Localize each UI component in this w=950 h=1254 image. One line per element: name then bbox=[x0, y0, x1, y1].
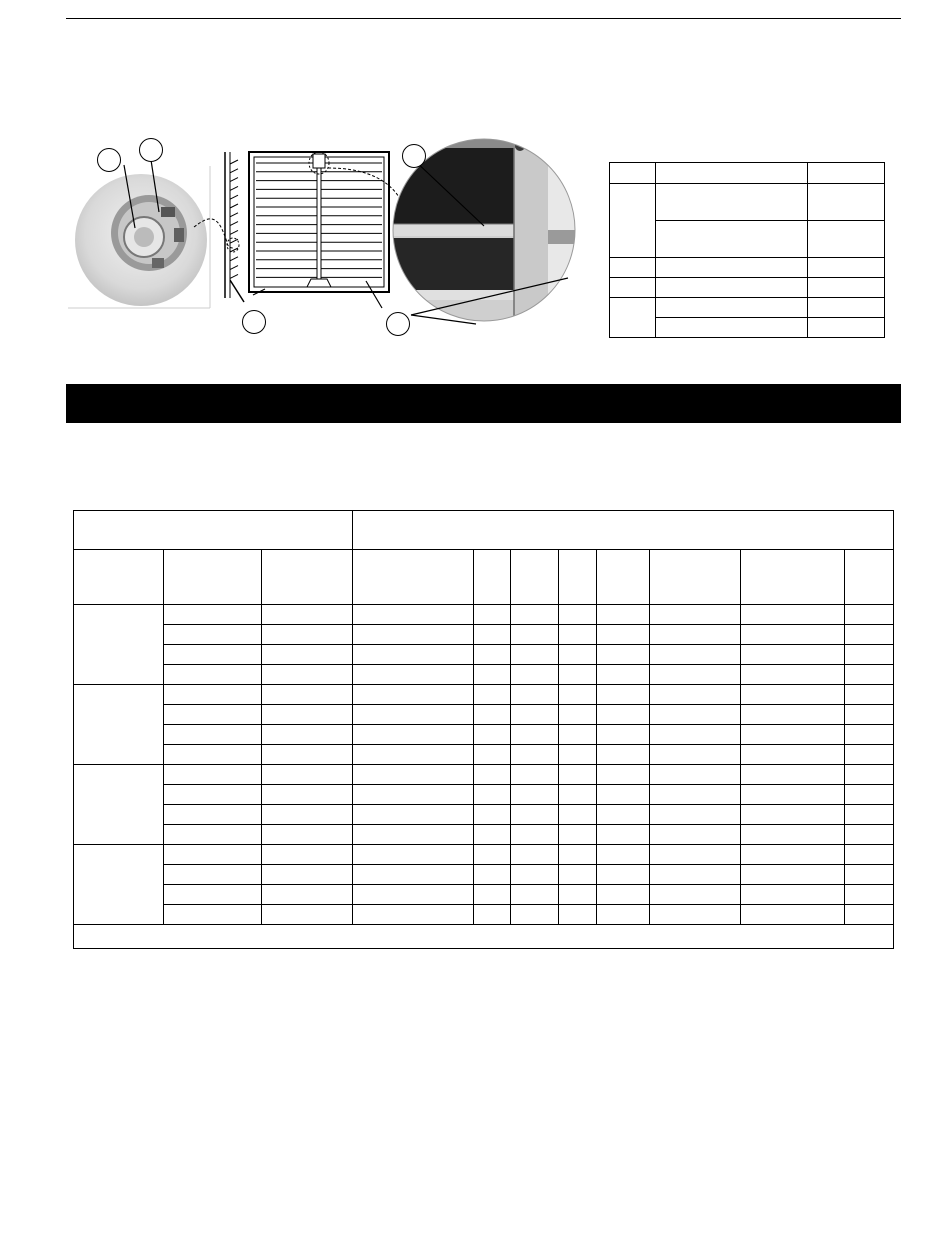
table-cell bbox=[559, 605, 597, 625]
table-cell bbox=[845, 665, 894, 685]
table-cell bbox=[262, 745, 353, 765]
table-cell bbox=[741, 625, 845, 645]
table-cell bbox=[511, 625, 559, 645]
table-row bbox=[74, 885, 894, 905]
louver-slat-profile bbox=[230, 204, 238, 208]
table-cell bbox=[511, 865, 559, 885]
header-rule bbox=[66, 18, 901, 19]
legend-cell bbox=[610, 258, 656, 278]
table-cell bbox=[597, 885, 650, 905]
legend-cell bbox=[656, 221, 808, 258]
table-cell bbox=[353, 705, 474, 725]
callout-1 bbox=[97, 148, 121, 172]
table-cell bbox=[597, 665, 650, 685]
table-row bbox=[74, 725, 894, 745]
table-cell bbox=[164, 605, 262, 625]
table-group-header-row bbox=[74, 511, 894, 550]
table-cell bbox=[597, 725, 650, 745]
header-left bbox=[74, 511, 353, 550]
section-title-bar bbox=[66, 384, 901, 423]
table-cell bbox=[262, 725, 353, 745]
legend-row bbox=[610, 184, 885, 221]
table-cell bbox=[474, 865, 511, 885]
table-cell bbox=[559, 805, 597, 825]
table-row bbox=[74, 605, 894, 625]
table-cell bbox=[845, 645, 894, 665]
table-cell bbox=[164, 645, 262, 665]
table-cell bbox=[741, 605, 845, 625]
table-cell bbox=[650, 865, 741, 885]
table-cell bbox=[650, 805, 741, 825]
table-cell bbox=[741, 885, 845, 905]
column-header bbox=[511, 550, 559, 605]
table-cell bbox=[650, 765, 741, 785]
table-row bbox=[74, 625, 894, 645]
louver-slat-profile bbox=[230, 222, 238, 226]
table-cell bbox=[262, 865, 353, 885]
table-cell bbox=[164, 665, 262, 685]
legend-cell bbox=[656, 278, 808, 298]
table-cell bbox=[474, 845, 511, 865]
header-right bbox=[353, 511, 894, 550]
table-cell bbox=[164, 685, 262, 705]
table-cell bbox=[262, 645, 353, 665]
table-cell bbox=[650, 685, 741, 705]
table-cell bbox=[511, 805, 559, 825]
table-cell bbox=[650, 825, 741, 845]
legend-header-row bbox=[610, 163, 885, 184]
table-cell bbox=[262, 605, 353, 625]
table-cell bbox=[741, 725, 845, 745]
table-cell bbox=[741, 705, 845, 725]
legend-cell bbox=[808, 258, 885, 278]
louver-slat-profile bbox=[230, 239, 238, 243]
group-label bbox=[74, 605, 164, 685]
group-label bbox=[74, 765, 164, 845]
table-cell bbox=[650, 745, 741, 765]
legend-cell bbox=[610, 278, 656, 298]
column-header bbox=[845, 550, 894, 605]
table-cell bbox=[474, 705, 511, 725]
table-cell bbox=[164, 845, 262, 865]
table-cell bbox=[353, 845, 474, 865]
table-cell bbox=[559, 785, 597, 805]
table-cell bbox=[511, 645, 559, 665]
table-cell bbox=[650, 645, 741, 665]
table-cell bbox=[511, 905, 559, 925]
table-cell bbox=[511, 785, 559, 805]
table-cell bbox=[474, 725, 511, 745]
callout-2 bbox=[139, 138, 163, 162]
table-cell bbox=[650, 885, 741, 905]
legend-row bbox=[610, 278, 885, 298]
table-cell bbox=[474, 665, 511, 685]
table-cell bbox=[353, 745, 474, 765]
table-cell bbox=[511, 765, 559, 785]
table-cell bbox=[474, 905, 511, 925]
louver-slat-profile bbox=[230, 266, 238, 270]
legend-cell bbox=[808, 278, 885, 298]
table-cell bbox=[353, 865, 474, 885]
table-footnote bbox=[74, 925, 894, 949]
table-cell bbox=[164, 745, 262, 765]
table-cell bbox=[262, 665, 353, 685]
table-cell bbox=[741, 685, 845, 705]
legend-cell bbox=[610, 298, 656, 338]
table-cell bbox=[511, 665, 559, 685]
table-cell bbox=[845, 885, 894, 905]
table-cell bbox=[597, 745, 650, 765]
table-cell bbox=[650, 665, 741, 685]
louver-slat-profile bbox=[230, 213, 238, 217]
table-cell bbox=[741, 785, 845, 805]
table-cell bbox=[164, 865, 262, 885]
legend-row bbox=[610, 258, 885, 278]
legend-cell bbox=[808, 318, 885, 338]
table-cell bbox=[741, 765, 845, 785]
table-cell bbox=[597, 705, 650, 725]
table-cell bbox=[597, 645, 650, 665]
louver-slat-profile bbox=[230, 169, 238, 173]
table-cell bbox=[474, 605, 511, 625]
table-cell bbox=[559, 705, 597, 725]
table-row bbox=[74, 665, 894, 685]
table-cell bbox=[164, 825, 262, 845]
legend-row bbox=[610, 298, 885, 318]
column-header bbox=[741, 550, 845, 605]
table-cell bbox=[262, 885, 353, 905]
table-cell bbox=[650, 905, 741, 925]
table-cell bbox=[164, 725, 262, 745]
group-label bbox=[74, 685, 164, 765]
table-cell bbox=[597, 625, 650, 645]
table-cell bbox=[262, 685, 353, 705]
table-cell bbox=[741, 665, 845, 685]
table-cell bbox=[353, 825, 474, 845]
table-cell bbox=[845, 705, 894, 725]
table-cell bbox=[164, 705, 262, 725]
table-cell bbox=[559, 885, 597, 905]
legend-cell bbox=[808, 221, 885, 258]
table-cell bbox=[559, 685, 597, 705]
table-cell bbox=[353, 725, 474, 745]
table-cell bbox=[650, 725, 741, 745]
column-header bbox=[74, 550, 164, 605]
table-cell bbox=[511, 745, 559, 765]
table-cell bbox=[262, 625, 353, 645]
table-cell bbox=[597, 685, 650, 705]
table-cell bbox=[845, 725, 894, 745]
table-cell bbox=[262, 705, 353, 725]
louver-slat-profile bbox=[230, 230, 238, 234]
table-cell bbox=[559, 845, 597, 865]
legend-cell bbox=[808, 184, 885, 221]
table-cell bbox=[597, 785, 650, 805]
table-cell bbox=[262, 845, 353, 865]
table-cell bbox=[474, 625, 511, 645]
louver-slat-profile bbox=[230, 195, 238, 199]
table-cell bbox=[164, 625, 262, 645]
table-cell bbox=[559, 765, 597, 785]
table-cell bbox=[650, 705, 741, 725]
table-cell bbox=[559, 905, 597, 925]
louver-slat-profile bbox=[230, 178, 238, 182]
table-row bbox=[74, 805, 894, 825]
table-cell bbox=[511, 845, 559, 865]
table-row bbox=[74, 825, 894, 845]
legend-cell bbox=[610, 184, 656, 258]
legend-cell bbox=[808, 163, 885, 184]
table-row bbox=[74, 645, 894, 665]
table-cell bbox=[511, 605, 559, 625]
louver-slat-profile bbox=[230, 274, 238, 278]
table-cell bbox=[845, 845, 894, 865]
table-cell bbox=[597, 905, 650, 925]
table-row bbox=[74, 765, 894, 785]
column-header bbox=[262, 550, 353, 605]
table-row bbox=[74, 745, 894, 765]
table-cell bbox=[262, 905, 353, 925]
table-cell bbox=[845, 785, 894, 805]
table-cell bbox=[741, 805, 845, 825]
table-cell bbox=[559, 665, 597, 685]
column-header bbox=[597, 550, 650, 605]
legend-cell bbox=[656, 258, 808, 278]
table-cell bbox=[511, 685, 559, 705]
table-row bbox=[74, 845, 894, 865]
louver-slat-profile bbox=[230, 257, 238, 261]
table-cell bbox=[262, 765, 353, 785]
table-footnote-row bbox=[74, 925, 894, 949]
table-cell bbox=[559, 865, 597, 885]
table-cell bbox=[474, 825, 511, 845]
table-cell bbox=[559, 745, 597, 765]
table-cell bbox=[353, 765, 474, 785]
column-header bbox=[559, 550, 597, 605]
table-cell bbox=[474, 885, 511, 905]
table-cell bbox=[741, 845, 845, 865]
table-row bbox=[74, 905, 894, 925]
table-cell bbox=[474, 685, 511, 705]
group-label bbox=[74, 845, 164, 925]
table-cell bbox=[650, 785, 741, 805]
table-column-header-row bbox=[74, 550, 894, 605]
table-cell bbox=[597, 605, 650, 625]
table-cell bbox=[650, 605, 741, 625]
column-header bbox=[353, 550, 474, 605]
table-cell bbox=[511, 885, 559, 905]
table-cell bbox=[353, 625, 474, 645]
table-cell bbox=[353, 685, 474, 705]
table-cell bbox=[511, 725, 559, 745]
table-cell bbox=[650, 625, 741, 645]
table-cell bbox=[353, 665, 474, 685]
table-row bbox=[74, 705, 894, 725]
specification-table bbox=[73, 510, 894, 949]
table-cell bbox=[353, 905, 474, 925]
table-cell bbox=[511, 705, 559, 725]
louver-side-view bbox=[225, 152, 244, 302]
table-cell bbox=[511, 825, 559, 845]
table-cell bbox=[741, 645, 845, 665]
legend-cell bbox=[656, 184, 808, 221]
table-cell bbox=[845, 745, 894, 765]
table-cell bbox=[262, 785, 353, 805]
table-cell bbox=[474, 785, 511, 805]
table-cell bbox=[474, 765, 511, 785]
table-cell bbox=[597, 865, 650, 885]
table-cell bbox=[164, 805, 262, 825]
louver-front-view bbox=[249, 152, 389, 308]
table-cell bbox=[597, 805, 650, 825]
column-header bbox=[164, 550, 262, 605]
table-cell bbox=[597, 825, 650, 845]
legend-cell bbox=[656, 318, 808, 338]
table-cell bbox=[741, 905, 845, 925]
table-cell bbox=[845, 685, 894, 705]
page-header bbox=[66, 2, 901, 16]
table-cell bbox=[845, 605, 894, 625]
legend-cell bbox=[808, 298, 885, 318]
table-cell bbox=[845, 825, 894, 845]
table-cell bbox=[353, 785, 474, 805]
table-row bbox=[74, 865, 894, 885]
table-cell bbox=[353, 805, 474, 825]
table-cell bbox=[474, 745, 511, 765]
table-cell bbox=[353, 885, 474, 905]
table-cell bbox=[559, 645, 597, 665]
table-cell bbox=[164, 765, 262, 785]
table-row bbox=[74, 685, 894, 705]
table-cell bbox=[474, 805, 511, 825]
callout-3 bbox=[402, 144, 426, 168]
table-cell bbox=[262, 805, 353, 825]
legend-cell bbox=[656, 163, 808, 184]
table-cell bbox=[650, 845, 741, 865]
table-cell bbox=[845, 905, 894, 925]
table-cell bbox=[353, 605, 474, 625]
table-cell bbox=[262, 825, 353, 845]
callout-5 bbox=[386, 312, 410, 336]
table-cell bbox=[845, 765, 894, 785]
table-cell bbox=[164, 905, 262, 925]
fan-hub-photo bbox=[68, 160, 210, 308]
table-cell bbox=[474, 645, 511, 665]
table-cell bbox=[353, 645, 474, 665]
louver-slat-profile bbox=[230, 160, 238, 164]
callout-4 bbox=[242, 310, 266, 334]
table-cell bbox=[845, 865, 894, 885]
table-cell bbox=[164, 785, 262, 805]
table-row bbox=[74, 785, 894, 805]
table-cell bbox=[845, 625, 894, 645]
table-cell bbox=[741, 745, 845, 765]
table-cell bbox=[845, 805, 894, 825]
column-header bbox=[650, 550, 741, 605]
table-cell bbox=[164, 885, 262, 905]
table-cell bbox=[741, 825, 845, 845]
legend-cell bbox=[656, 298, 808, 318]
table-cell bbox=[597, 765, 650, 785]
column-header bbox=[474, 550, 511, 605]
table-cell bbox=[597, 845, 650, 865]
table-cell bbox=[559, 825, 597, 845]
legend-cell bbox=[610, 163, 656, 184]
table-cell bbox=[559, 725, 597, 745]
table-cell bbox=[559, 625, 597, 645]
legend-table bbox=[609, 162, 885, 338]
table-cell bbox=[741, 865, 845, 885]
louver-slat-profile bbox=[230, 186, 238, 190]
